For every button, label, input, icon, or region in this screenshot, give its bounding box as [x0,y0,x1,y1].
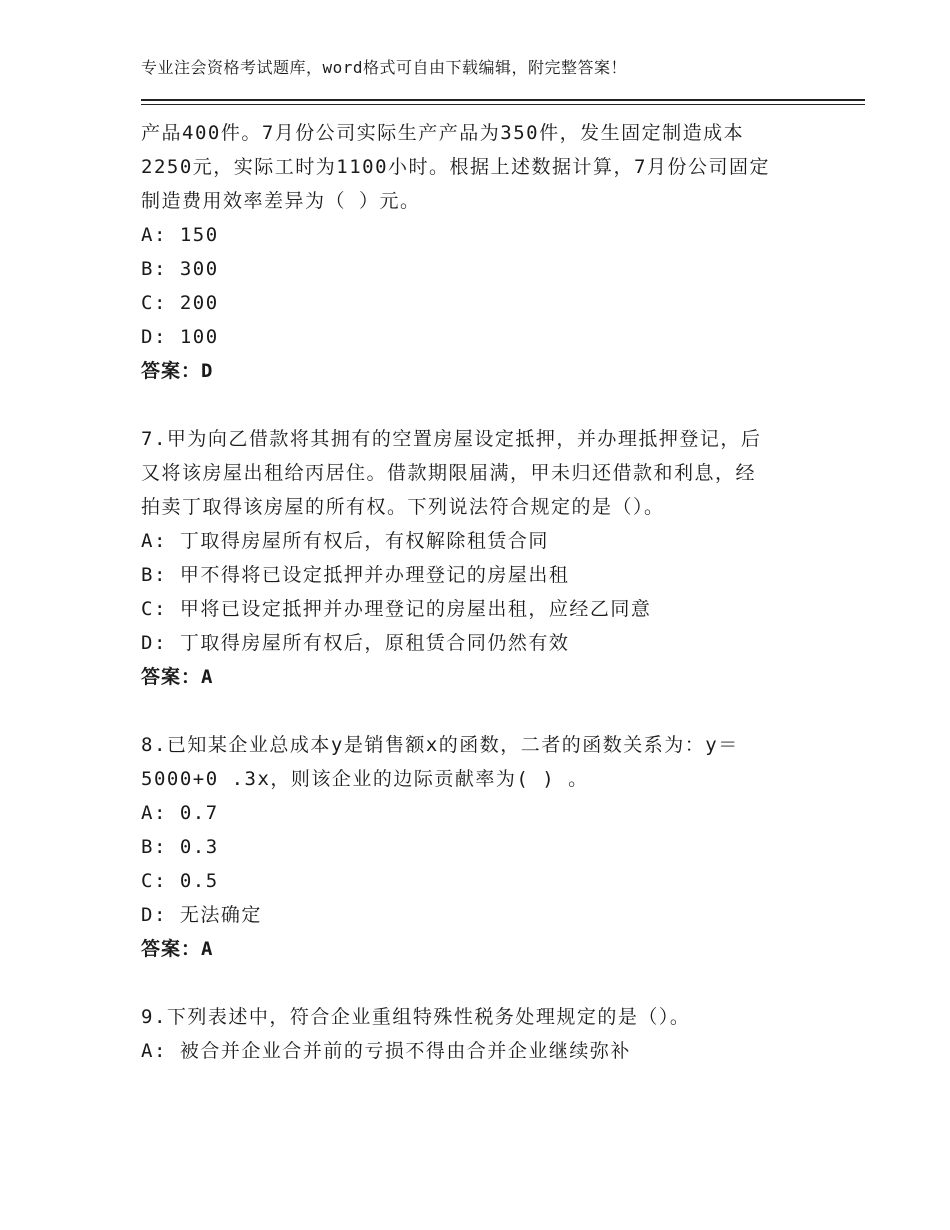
question-text-line: 5000+0 .3x，则该企业的边际贡献率为( ) 。 [141,768,589,790]
question-6 [141,116,841,388]
question-8 [141,728,841,966]
option-d: D: 100 [141,326,219,348]
document-body [141,116,841,1068]
option-c: C: 甲将已设定抵押并办理登记的房屋出租，应经乙同意 [141,598,652,620]
header-rule-thick [141,99,865,101]
question-text-line: 9.下列表述中，符合企业重组特殊性税务处理规定的是（）。 [141,1006,691,1028]
question-text-line: 拍卖丁取得该房屋的所有权。下列说法符合规定的是（）。 [141,496,665,518]
answer: 答案：A [141,666,214,688]
option-a: A: 150 [141,224,219,246]
option-a: A: 0.7 [141,802,219,824]
option-a: A: 丁取得房屋所有权后，有权解除租赁合同 [141,530,549,552]
option-b: B: 300 [141,258,219,280]
question-text-line: 产品400件。7月份公司实际生产产品为350件，发生固定制造成本 [141,122,745,144]
page-header: 专业注会资格考试题库，word格式可自由下载编辑，附完整答案！ [141,58,628,77]
option-b: B: 0.3 [141,836,219,858]
answer: 答案：D [141,360,214,382]
spacer [141,694,841,728]
spacer [141,388,841,422]
option-a: A: 被合并企业合并前的亏损不得由合并企业继续弥补 [141,1040,631,1062]
question-text-line: 又将该房屋出租给丙居住。借款期限届满，甲未归还借款和利息，经 [141,462,757,484]
option-d: D: 无法确定 [141,904,262,926]
question-9 [141,1000,841,1068]
question-7 [141,422,841,694]
question-text-line: 2250元，实际工时为1100小时。根据上述数据计算，7月份公司固定 [141,156,770,178]
option-c: C: 200 [141,292,219,314]
option-d: D: 丁取得房屋所有权后，原租赁合同仍然有效 [141,632,570,654]
question-text-line: 7.甲为向乙借款将其拥有的空置房屋设定抵押，并办理抵押登记，后 [141,428,762,450]
spacer [141,966,841,1000]
header-rule-thin [141,104,865,105]
answer: 答案：A [141,938,214,960]
option-c: C: 0.5 [141,870,219,892]
option-b: B: 甲不得将已设定抵押并办理登记的房屋出租 [141,564,570,586]
question-text-line: 制造费用效率差异为（ ）元。 [141,190,421,212]
question-text-line: 8.已知某企业总成本y是销售额x的函数，二者的函数关系为：y＝ [141,734,739,756]
